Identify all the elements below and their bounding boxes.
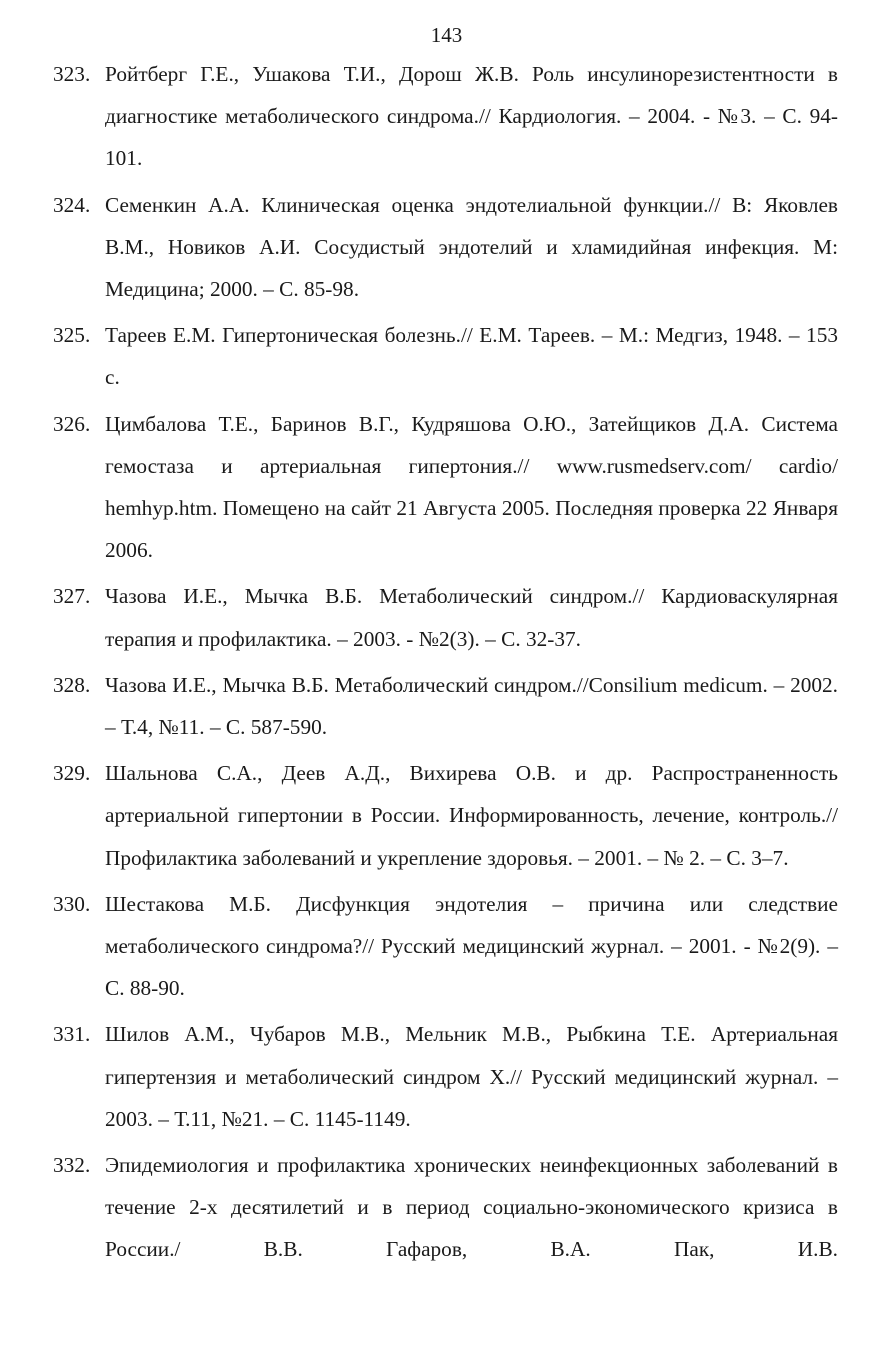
reference-text: Шальнова С.А., Деев А.Д., Вихирева О.В. и др. Распространенность артериальной гипертонии в России. Информированность, лечение, контроль.// Профилактика заболеваний и укрепление здоровья. – 2001. – № 2. – С. 3–7.	[105, 761, 838, 870]
reference-text: Эпидемиология и профилактика хронических неинфекционных заболеваний в течение 2-х десятилетий и в период социально-экономического кризиса в России./ В.В. Гафаров, В.А. Пак, И.В.	[105, 1153, 838, 1262]
reference-text: Ройтберг Г.Е., Ушакова Т.И., Дорош Ж.В. Роль инсулинорезистентности в диагностике метаболического синдрома.// Кардиология. – 2004. - №3. – С. 94-101.	[105, 62, 838, 171]
reference-number: 329.	[53, 761, 91, 786]
reference-item	[53, 1144, 838, 1271]
reference-number: 323.	[53, 62, 91, 86]
reference-item	[53, 752, 838, 879]
reference-item	[53, 664, 838, 748]
page-number: 143	[430, 23, 463, 47]
reference-number: 332.	[53, 1153, 91, 1178]
reference-text: Чазова И.Е., Мычка В.Б. Метаболический синдром.//Consilium medicum. – 2002. – Т.4, №11. – С. 587-590.	[105, 672, 838, 740]
reference-item	[53, 575, 838, 659]
reference-text: Шестакова М.Б. Дисфункция эндотелия – причина или следствие метаболического синдрома?// Русский медицинский журнал. – 2001. - №2(9). – С. 88-90.	[105, 891, 838, 1001]
reference-text: Тареев Е.М. Гипертоническая болезнь.// Е.М. Тареев. – М.: Медгиз, 1948. – 153 с.	[105, 323, 838, 390]
reference-number: 330.	[53, 891, 91, 916]
reference-item	[53, 53, 838, 180]
reference-number: 326.	[53, 411, 91, 436]
reference-text: Шилов А.М., Чубаров М.В., Мельник М.В., Рыбкина Т.Е. Артериальная гипертензия и метаболический синдром Х.// Русский медицинский журнал. – 2003. – Т.11, №21. – С. 1145-1149.	[105, 1022, 838, 1131]
reference-list	[0, 53, 893, 1275]
reference-number: 324.	[53, 192, 91, 217]
reference-number: 327.	[53, 584, 91, 609]
reference-item	[53, 403, 838, 572]
reference-text: Семенкин А.А. Клиническая оценка эндотелиальной функции.// В: Яковлев В.М., Новиков А.И. Сосудистый эндотелий и хламидийная инфекция. М: Медицина; 2000. – С. 85-98.	[105, 192, 838, 302]
reference-text: Цимбалова Т.Е., Баринов В.Г., Кудряшова О.Ю., Затейщиков Д.А. Система гемостаза и артериальная гипертония.// www.rusmedserv.com/ cardio/ hemhyp.htm. Помещено на сайт 21 Августа 2005. Последняя проверка 22 Января 2006.	[105, 411, 838, 563]
reference-number: 331.	[53, 1022, 91, 1047]
reference-item	[53, 314, 838, 398]
reference-item	[53, 1013, 838, 1140]
reference-text: Чазова И.Е., Мычка В.Б. Метаболический синдром.// Кардиоваскулярная терапия и профилактика. – 2003. - №2(3). – С. 32-37.	[105, 584, 838, 651]
reference-item	[53, 184, 838, 311]
reference-item	[53, 883, 838, 1010]
reference-number: 325.	[53, 323, 91, 348]
reference-number: 328.	[53, 672, 91, 697]
